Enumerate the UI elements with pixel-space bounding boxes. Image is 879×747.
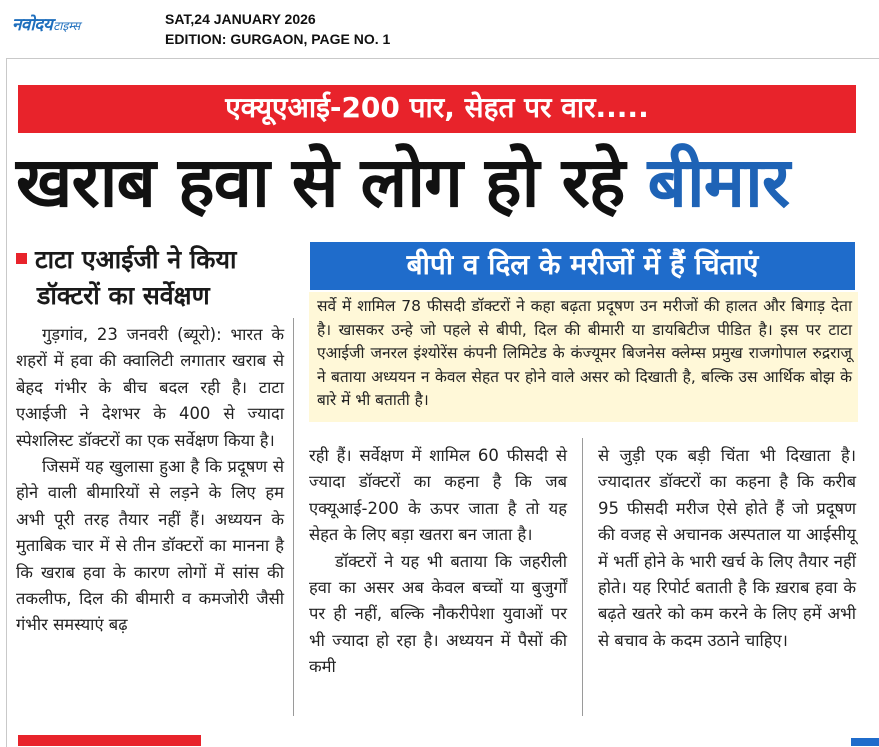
newspaper-logo[interactable] [12, 12, 80, 35]
edition-info [165, 9, 390, 49]
column-1-paragraph-2: जिसमें यह खुलासा हुआ है कि प्रदूषण से होने वाली बीमारियों से लड़ने के लिए हम अभी पूरी तरह तैयार नहीं हैं। अध्ययन के मुताबिक चार में से तीन डॉक्टरों का मानना है कि खराब हवा के कारण लोगों में सांस की तकलीफ, दिल की बीमारी व कमजोरी जैसी गंभीर समस्याएं बढ़ [16, 457, 284, 635]
headline [16, 138, 866, 234]
article-column-3 [598, 443, 856, 654]
left-subheading-line2: डॉक्टरों का सर्वेक्षण [37, 281, 210, 310]
highlight-box: सर्वे में शामिल 78 फीसदी डॉक्टरों ने कहा बढ़ता प्रदूषण उन मरीजों की हालत और बिगाड़ देता है। खासकर उन्हे जो पहले से बीपी, दिल की बीमारी या डायबिटीज पीडित है। इस पर टाटा एआईजी जनरल इंश्योरेंस कंपनी लिमिटेड के कंज्यूमर बिजनेस क्लेम्स प्रमुख राजगोपाल रुद्रराजू ने बताया अध्ययन न केवल सेहत पर होने वाले असर को दिखाती है, बल्कि उस आर्थिक बोझ के बारे में भी बताती है। [309, 292, 858, 422]
edition-line: EDITION: GURGAON, PAGE NO. 1 [165, 31, 391, 47]
red-square-bullet-icon [16, 253, 27, 264]
column-3-paragraph-1: से जुड़ी एक बड़ी चिंता भी दिखाता है। ज्यादातर डॉक्टरों का कहना है कि करीब 95 फीसदी मरीज ऐसे होते हैं जो प्रदूषण की वजह से अचानक अस्पताल या आईसीयू में भर्ती होने के भारी खर्च के लिए तैयार नहीं होते। यह रिपोर्ट बताती है कि ख़राब हवा के बढ़ते खतरे को कम करने के लिए हमें अभी से बचाव के कदम उठाने चाहिए। [598, 446, 856, 650]
left-subheading [16, 242, 298, 314]
article-column-1 [16, 322, 284, 639]
column-divider [293, 318, 294, 716]
logo-sub-text: टाइम्स [53, 19, 81, 33]
right-subheading-banner [310, 242, 855, 290]
left-subheading-line1: टाटा एआईजी ने किया [35, 245, 237, 274]
kicker-banner [18, 85, 856, 133]
column-1-paragraph-1: गुड़गांव, 23 जनवरी (ब्यूरो): भारत के शहरों में हवा की क्वालिटी लगातार खराब से बेहद गंभीर के बीच बदल रही है। टाटा एआईजी ने देशभर के 400 से ज्यादा स्पेशलिस्ट डॉक्टरों का एक सर्वेक्षण किया है। [16, 325, 284, 450]
kicker-text: एक्यूएआई-200 पार, सेहत पर वार..... [225, 91, 649, 124]
masthead [0, 0, 879, 56]
column-divider [582, 438, 583, 716]
headline-accent: बीमार [647, 143, 790, 223]
logo-main-text: नवोदय [12, 15, 53, 35]
right-subheading-text: बीपी व दिल के मरीजों में हैं चिंताएं [406, 248, 759, 281]
column-2-paragraph-1: रही हैं। सर्वेक्षण में शामिल 60 फीसदी से ज्यादा डॉक्टरों का कहना है कि जब एक्यूआई-200 के ऊपर जाता है तो यह सेहत के लिए बड़ा खतरा बन जाता है। [309, 446, 567, 545]
article-column-2 [309, 443, 567, 681]
next-article-red-bar [18, 735, 201, 746]
column-2-paragraph-2: डॉक्टरों ने यह भी बताया कि जहरीली हवा का असर अब केवल बच्चों या बुजुर्गों पर ही नहीं, बल्कि नौकरीपेशा युवाओं पर भी ज्यादा हो रहा है। अध्ययन में पैसों की कमी [309, 551, 567, 677]
headline-main: खराब हवा से लोग हो रहे [16, 143, 625, 223]
next-article-blue-bar [851, 738, 879, 746]
date-line: SAT,24 JANUARY 2026 [165, 11, 316, 27]
